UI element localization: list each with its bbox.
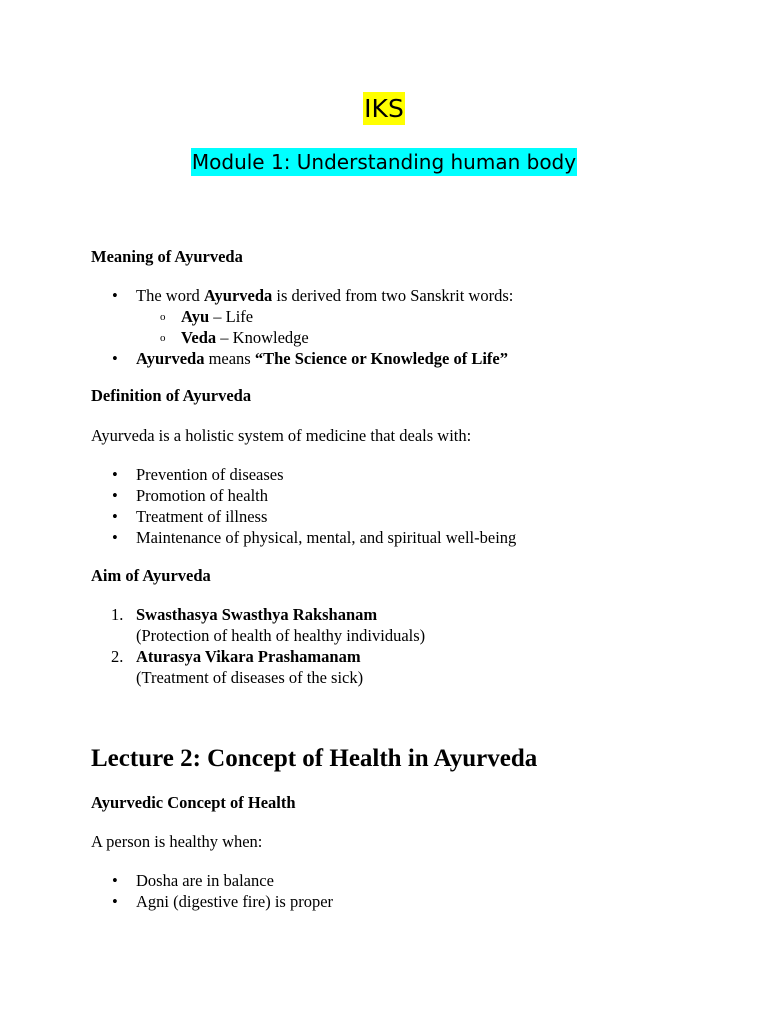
list-item: • Promotion of health [112,486,268,505]
lecture-intro: A person is healthy when: [91,832,263,851]
bullet: • [112,507,118,526]
bullet: • [112,528,118,547]
item-number: 2. [111,647,124,666]
aim-list [91,604,711,688]
sub-list-item: o Ayu – Life [160,307,254,326]
lecture-title: Lecture 2: Concept of Health in Ayurveda [91,745,538,772]
sub-list-item: o Veda – Knowledge [160,328,309,347]
list-item: • Agni (digestive fire) is proper [112,892,334,911]
module-title [0,150,768,174]
list-item: • Ayurveda means “The Science or Knowledge of Life” [112,349,508,368]
item-number: 1. [111,605,124,624]
bullet: • [112,286,118,305]
bullet: • [112,349,118,368]
definition-heading: Definition of Ayurveda [91,386,252,405]
sub-bullet: o [160,311,166,323]
bullet: • [112,892,118,911]
health-list [91,870,711,912]
lecture-subheading: Ayurvedic Concept of Health [91,793,296,812]
numbered-item: 1. Swasthasya Swasthya Rakshanam (Protection of health of healthy individuals) [111,605,426,645]
title-text: IKS [364,94,404,123]
bullet: • [112,871,118,890]
sub-bullet: o [160,332,166,344]
document-title [0,94,768,123]
list-item: • Treatment of illness [112,507,268,526]
definition-list [91,464,711,548]
numbered-item: 2. Aturasya Vikara Prashamanam (Treatment of diseases of the sick) [111,647,364,687]
meaning-heading: Meaning of Ayurveda [91,247,243,266]
bullet: • [112,486,118,505]
list-item: • Maintenance of physical, mental, and spiritual well-being [112,528,517,547]
module-title-text: Module 1: Understanding human body [191,150,577,174]
definition-intro: Ayurveda is a holistic system of medicine that deals with: [91,426,472,445]
bullet: • [112,465,118,484]
aim-heading: Aim of Ayurveda [91,566,211,585]
meaning-list [91,285,711,369]
list-item: • The word Ayurveda is derived from two Sanskrit words: [112,286,514,305]
list-item: • Prevention of diseases [112,465,284,484]
list-item: • Dosha are in balance [112,871,274,890]
